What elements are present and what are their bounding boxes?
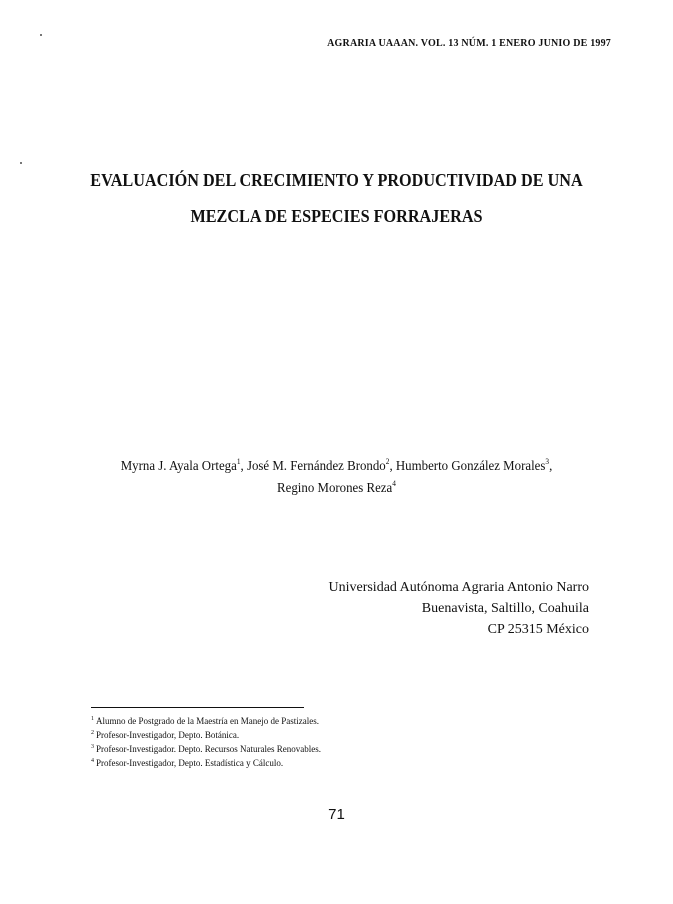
footnote-text: Profesor-Investigador, Depto. Botánica. (96, 730, 240, 740)
author-name: José M. Fernández Brondo (246, 459, 386, 474)
footnote-mark: 3 (91, 744, 94, 750)
paper-title-line-2: MEZCLA DE ESPECIES FORRAJERAS (190, 206, 483, 226)
footnote-mark: 4 (91, 758, 94, 764)
footnote-text: Profesor-Investigador. Depto. Recursos Naturales Renovables. (96, 744, 322, 754)
footnote (91, 716, 319, 726)
footnote (91, 744, 321, 754)
affiliation-postal: CP 25315 México (487, 622, 589, 637)
page-number: 71 (328, 806, 345, 823)
footnote (91, 730, 239, 740)
running-head: AGRARIA UAAAN. VOL. 13 NÚM. 1 ENERO JUNIO DE 1997 (327, 38, 611, 49)
paper-title-line-1: EVALUACIÓN DEL CRECIMIENTO Y PRODUCTIVIDAD DE UNA (90, 170, 583, 190)
author-mark: 3 (545, 457, 550, 466)
author-mark: 2 (385, 457, 390, 466)
scan-speck (20, 162, 22, 164)
footnote-mark: 2 (91, 730, 94, 736)
author-list-continued (27, 478, 646, 500)
affiliation-location: Buenavista, Saltillo, Coahuila (421, 601, 589, 616)
footnote-mark: 1 (91, 716, 94, 722)
scan-speck (40, 34, 42, 36)
author-mark: 1 (236, 457, 241, 466)
footnote-text: Alumno de Postgrado de la Maestría en Manejo de Pastizales. (96, 716, 319, 726)
author-name: Regino Morones Reza (277, 481, 393, 496)
author-name: Myrna J. Ayala Ortega (120, 459, 237, 474)
affiliation-institution: Universidad Autónoma Agraria Antonio Narro (328, 580, 589, 595)
footnote-separator (91, 707, 304, 708)
footnote-text: Profesor-Investigador, Depto. Estadística y Cálculo. (96, 758, 284, 768)
author-mark: 4 (392, 479, 396, 488)
author-list: Myrna J. Ayala Ortega$^1$, José M. Fernández Brondo$^2$, Humberto González Morales$^3$, (120, 457, 553, 474)
footnote (91, 758, 283, 768)
author-name: Humberto González Morales (395, 459, 546, 474)
